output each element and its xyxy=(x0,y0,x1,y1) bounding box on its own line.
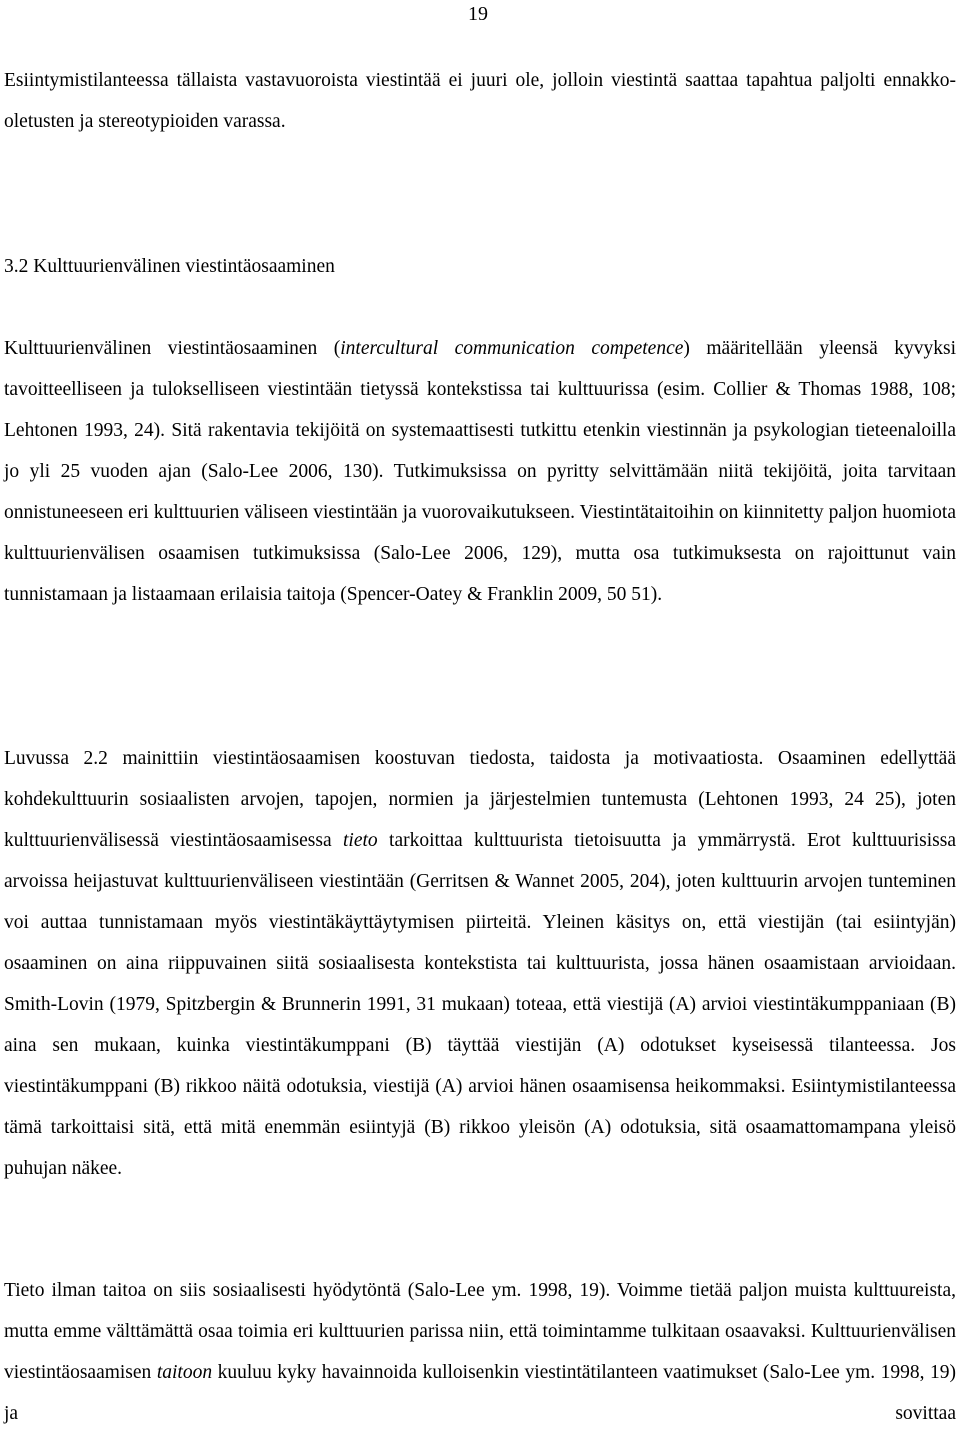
paragraph-1: Esiintymistilanteessa tällaista vastavuoroista viestintää ei juuri ole, jolloin viestintä saattaa tapahtua paljolti ennakko-oletusten ja stereotypioiden varassa. xyxy=(4,70,956,132)
paragraph-2-italic-term: intercultural communication competence xyxy=(340,338,684,359)
paragraph-4-text-end: kuuluu kyky havainnoida kulloisenkin viestintätilanteen vaatimukset (Salo-Lee ym. 1998, 19) ja sovittaa xyxy=(4,1362,956,1424)
paragraph-3-text-end: tarkoittaa kulttuurista tietoisuutta ja ymmärrystä. Erot kulttuurisissa arvoissa heijastuvat kulttuurienväliseen viestintään (Gerritsen & Wannet 2005, 204), joten kulttuurin arvojen tunteminen voi auttaa tunnistamaan myös viestintäkäyttäytymisen piirteitä. Yleinen käsitys on, että viestijän (tai esiintyjän) osaaminen on aina riippuvainen siitä sosiaalisesta kontekstista tai kulttuurista, jossa hänen osaamistaan arvioidaan. Smith-Lovin (1979, Spitzbergin & Brunnerin 1991, 31 mukaan) toteaa, että viestijä (A) arvioi viestintäkumppaniaan (B) aina sen mukaan, kuinka viestintäkumppani (B) täyttää viestijän (A) odotukset kyseisessä tilanteessa. Jos viestintäkumppani (B) rikkoo näitä odotuksia, viestijä (A) arvioi hänen osaamisensa heikommaksi. Esiintymistilanteessa tämä tarkoittaisi sitä, että mitä enemmän esiintyjä (B) rikkoo yleisön (A) odotuksia, sitä osaamattomampana yleisö puhujan näkee. xyxy=(4,830,956,1179)
paragraph-4-text-start: Tieto ilman taitoa on siis sosiaalisesti hyödytöntä (Salo-Lee ym. 1998, 19). Voimme tietää paljon muista kulttuureista, mutta emme välttämättä osaa toimia eri kulttuurien parissa niin, että toimintamme tulkitaan osaavaksi. Kulttuurienvälisen viestintäosaamisen xyxy=(4,1280,956,1383)
paragraph-2-text-start: Kulttuurienvälinen viestintäosaaminen ( xyxy=(4,338,341,359)
paragraph-4 xyxy=(4,1270,956,1434)
paragraph-3 xyxy=(4,738,956,1189)
paragraph-3-italic-term: tieto xyxy=(343,830,378,851)
section-heading: 3.2 Kulttuurienvälinen viestintäosaaminen xyxy=(4,256,335,277)
paragraph-2 xyxy=(4,328,956,615)
page-number: 19 xyxy=(468,3,488,25)
paragraph-3-text-start: Luvussa 2.2 mainittiin viestintäosaamisen koostuvan tiedosta, taidosta ja motivaatiosta. Osaaminen edellyttää kohdekulttuurin sosiaalisten arvojen, tapojen, normien ja järjestelmien tuntemusta (Lehtonen 1993, 24 25), joten kulttuurienvälisessä viestintäosaamisessa xyxy=(4,748,956,851)
paragraph-2-text-end: ) määritellään yleensä kyvyksi tavoitteelliseen ja tulokselliseen viestintään tietyssä kontekstissa tai kulttuurissa (esim. Collier & Thomas 1988, 108; Lehtonen 1993, 24). Sitä rakentavia tekijöitä on systemaattisesti tutkittu etenkin viestinnän ja psykologian tieteenaloilla jo yli 25 vuoden ajan (Salo-Lee 2006, 130). Tutkimuksissa on pyritty selvittämään niitä tekijöitä, joita tarvitaan onnistuneeseen eri kulttuurien väliseen viestintään ja vuorovaikutukseen. Viestintätaitoihin on kiinnitetty paljon huomiota kulttuurienvälisen osaamisen tutkimuksissa (Salo-Lee 2006, 129), mutta osa tutkimuksesta on rajoittunut vain tunnistamaan ja listaamaan erilaisia taitoja (Spencer-Oatey & Franklin 2009, 50 51). xyxy=(4,338,956,605)
paragraph-4-italic-term: taitoon xyxy=(156,1362,213,1383)
